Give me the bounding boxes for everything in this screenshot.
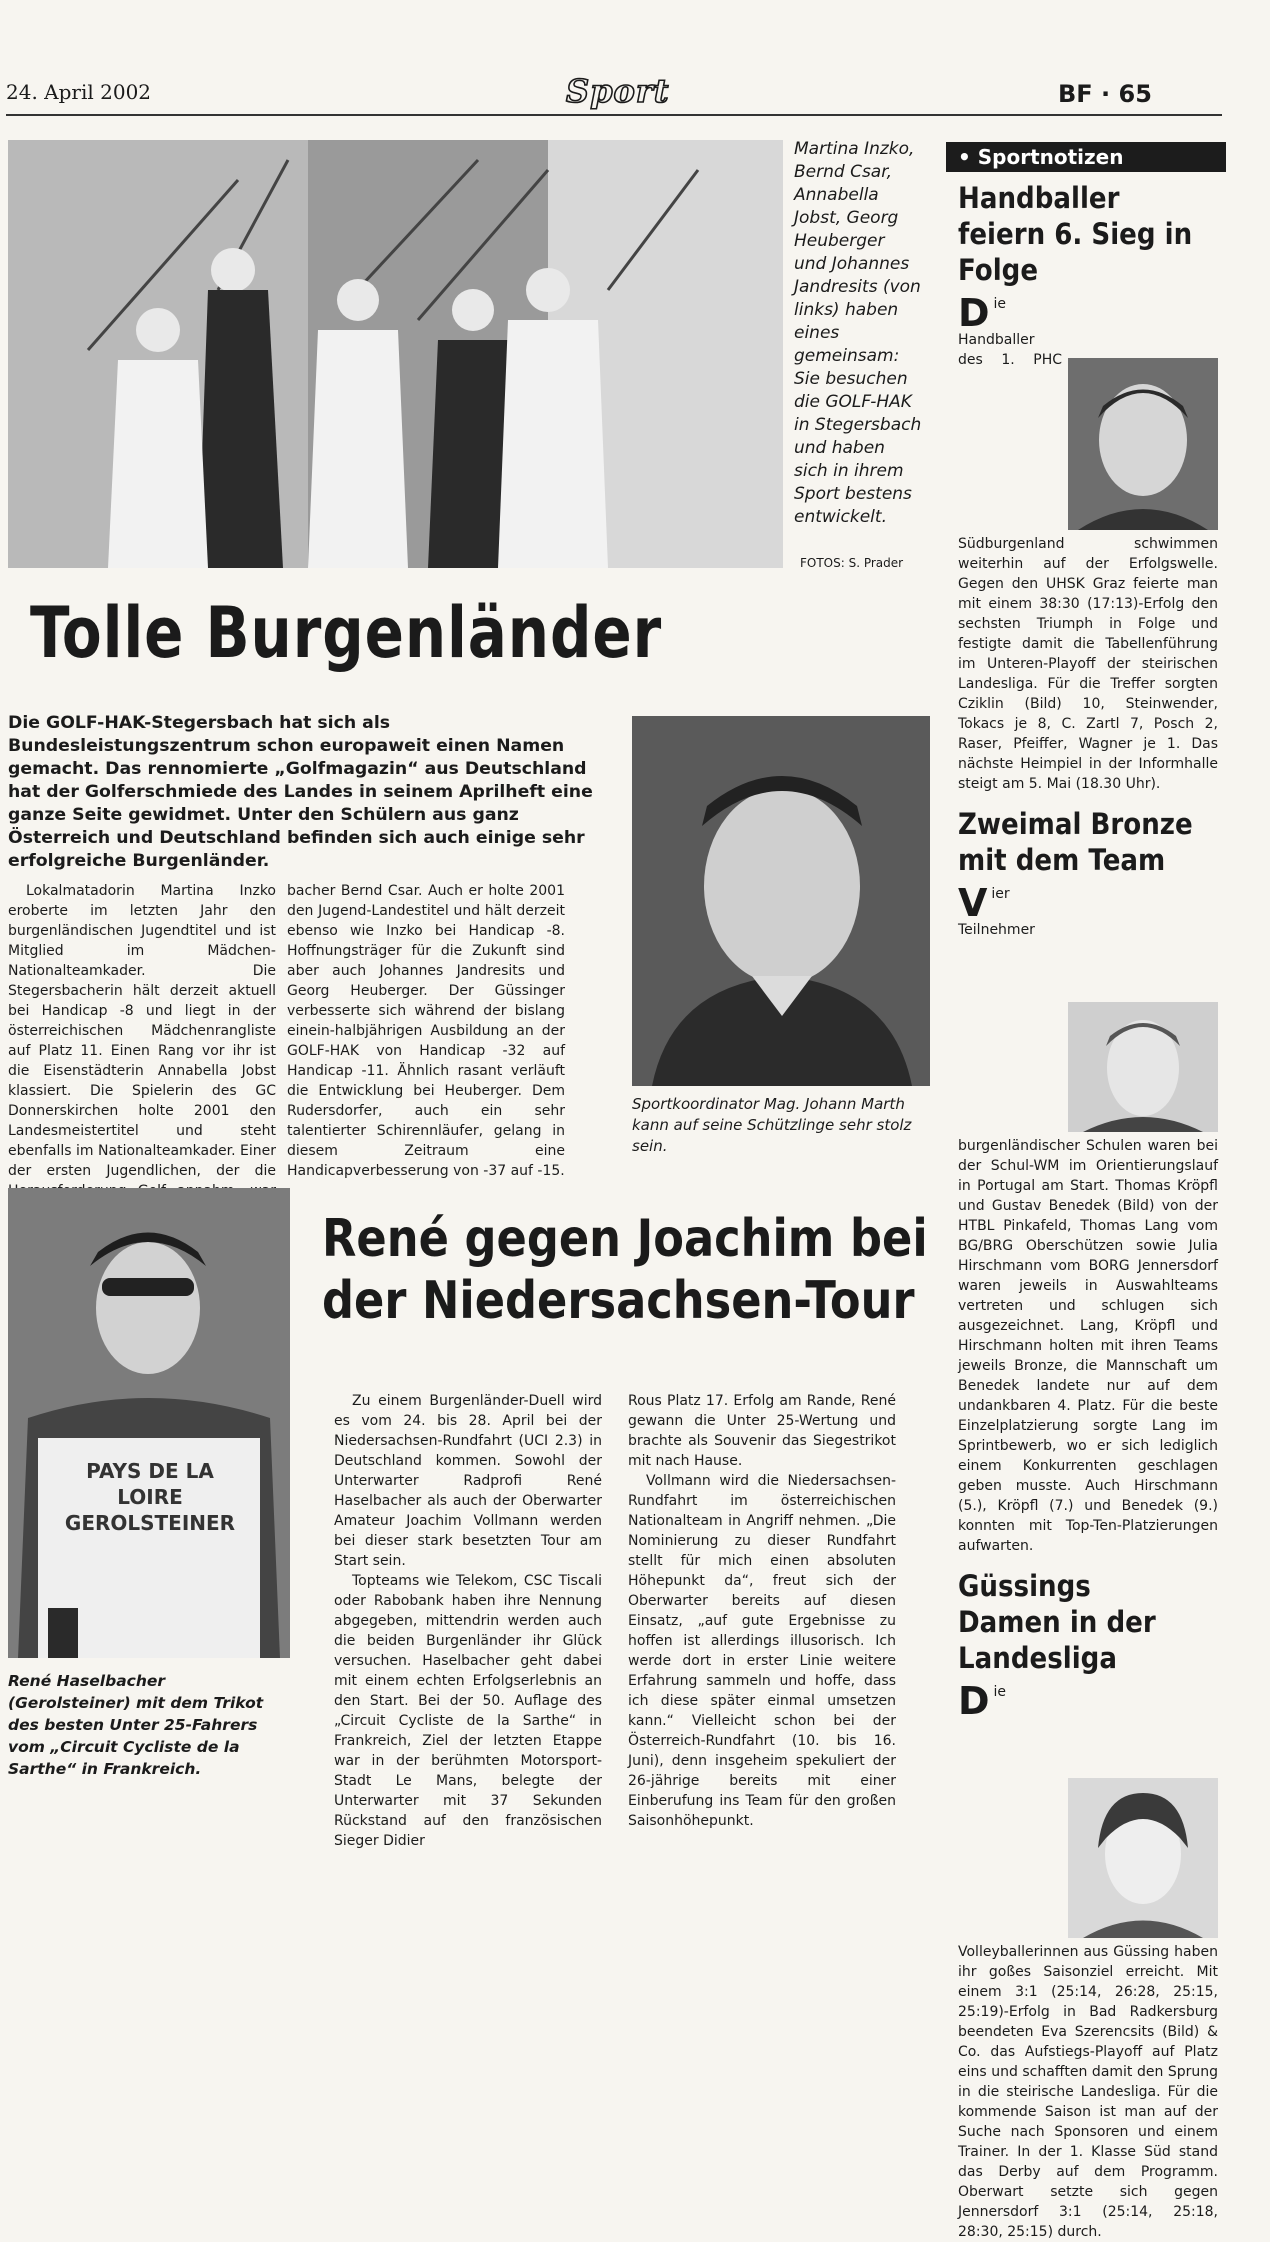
marth-portrait-photo: [632, 716, 930, 1086]
sport-notes-sidebar: [946, 142, 1226, 2242]
article-text: bacher Bernd Csar. Auch er holte 2001 den Jugend-Landestitel und hält derzeit ebenso wie Inzko bei Handicap -8. Hoffnungsträger für die Zukunft sind aber auch Johannes Jandresits und Georg Heuberger. Der Güssinger verbesserte sich während der bislang einein-halbjährigen Ausbildung an der GOLF-HAK von Handicap -32 auf Handicap -11. Ähnlich rasant verläuft die Entwicklung bei Heuberger. Dem Rudersdorfer, auch ein sehr talentierter Schirennläufer, gelang in diesem Zeitraum eine Handicapverbesserung von -37 auf -15.: [287, 883, 565, 1179]
note-bronze: [946, 881, 1226, 1556]
article-text: Topteams wie Telekom, CSC Tiscali oder Rabobank haben ihre Nennung abgegeben, mittendrin werden auch die beiden Burgenländer ihr Glück versuchen. Haselbacher geht dabei mit einem echten Erfolgserlebnis an den Start. Bei der 50. Auflage des „Circuit Cycliste de la Sarthe“ in Frankreich, Ziel der letzten Etappe war in der berühmten Motorsport-Stadt Le Mans, belegte der Unterwarter mit 37 Sekunden Rückstand auf den französischen Sieger Didier: [334, 1573, 602, 1849]
article-column-2: [287, 881, 565, 1181]
szerencsits-portrait: [1068, 1778, 1218, 1938]
cycling-headline: [322, 1208, 928, 1332]
issue-date: 24. April 2002: [6, 80, 152, 104]
note-text: ie Handballer des 1. PHC Südburgenland schwimmen weiterhin auf der Erfolgswelle. Gegen den UHSK Graz feierte man mit einem 38:30 (17:13)-Erfolg den sechsten Triumph in Folge und festigte damit die Tabellenführung im Unteren-Playoff der steirischen Landesliga. Für die Treffer sorgten Cziklin (Bild) 10, Steinwender, Tokacs je 8, C. Zartl 7, Posch 2, Raser, Pfeiffer, Wagner je 1. Das nächste Heimpiel in der Informhalle steigt am 5. Mai (18.30 Uhr).: [958, 296, 1218, 792]
note-volleyball: [946, 1679, 1226, 2242]
article-text: Lokalmatadorin Martina Inzko eroberte im letzten Jahr den burgenländischen Jugendtitel und ist Mitglied im Mädchen-Nationalteamkader. Die Stegersbacherin hält derzeit aktuell bei Handicap -8 und liegt in der österreichischen Mädchenrangliste auf Platz 11. Einen Rang vor ihr ist die Eisenstädterin Annabella Jobst klassiert. Die Spielerin des GC Donnerskirchen holte 2001 den Landesmeistertitel und steht ebenfalls im Nationalteamkader. Einer der ersten Jugendlichen, der die: [8, 883, 276, 1179]
sidebar-label: • Sportnotizen: [946, 142, 1226, 172]
note-headline-bronze: Zweimal Bronze mit dem Team: [958, 807, 1193, 877]
benedek-portrait: [1068, 1002, 1218, 1132]
marth-photo-caption: Sportkoordinator Mag. Johann Marth kann auf seine Schützlinge sehr stolz sein.: [632, 1095, 912, 1155]
golf-photo-caption: Martina Inzko, Bernd Csar, Annabella Jobst, Georg Heuberger und Johannes Jandresits (von links) haben eines gemeinsam: Sie besuchen die GOLF-HAK in Stegersbach und haben sich in ihrem Sport bestens entwickelt.: [794, 139, 922, 527]
cziklin-portrait: [1068, 358, 1218, 530]
article-column-1: [8, 881, 276, 1221]
jersey-lettering: PAYS DE LA LOIRE GEROLSTEINER: [64, 1459, 236, 1535]
section-title: Sport: [566, 72, 670, 110]
cycling-headline-line-2: der Niedersachsen-Tour: [322, 1271, 915, 1331]
note-text: ier Teilnehmer burgenländischer Schulen waren bei der Schul-WM im Orientierungslauf in Portugal am Start. Thomas Kröpfl und Gustav Benedek (Bild) von der HTBL Pinkafeld, Thomas Lang vom BG/BRG Oberschützen sowie Julia Hirschmann vom BORG Jennersdorf waren jeweils in Auswahlteams vertreten und schlugen sich ausgezeichnet. Lang, Kröpfl und Hirschmann holten mit ihren Teams jeweils Bronze, die Mannschaft um Benedek landete nur auf dem undankbaren 4. Platz. Für die beste Einzelplatzierung sorgte Lang im Sprintbewerb, wo er sich lediglich einem Konkurrenten geschlagen geben musste. Auch Hirschmann (5.), Kröpfl (7.) und Benedek (9.) konnten mit Top-Ten-Platzierungen aufwarten.: [958, 886, 1218, 1554]
page-number: BF · 65: [1058, 80, 1152, 108]
cycling-headline-line-1: René gegen Joachim bei: [322, 1209, 928, 1269]
photo-credit: FOTOS: S. Prader: [800, 556, 904, 570]
cyclist-photo-caption: René Haselbacher (Gerolsteiner) mit dem Trikot des besten Unter 25-Fahrers vom „Circuit Cycliste de la Sarthe“ in Frankreich.: [8, 1672, 264, 1778]
header-rule: [6, 114, 1222, 116]
note-text: ie Volleyballerinnen aus Güssing haben ihr goßes Saisonziel erreicht. Mit einem 3:1 (25:14, 26:28, 25:15, 25:19)-Erfolg in Bad Radkersburg beendeten Eva Szerencsits (Bild) & Co. das Aufstiegs-Playoff auf Platz eins und schafften damit den Sprung in die steirische Landesliga. Für die kommende Saison ist man auf der Suche nach Sponsoren und einem Trainer. In der 1. Klasse Süd stand das Derby auf dem Programm. Oberwart setzte sich gegen Jennersdorf 3:1 (25:14, 25:18, 28:30, 25:15) durch.: [958, 1684, 1218, 2240]
article-text: Rous Platz 17. Erfolg am Rande, René gewann die Unter 25-Wertung und brachte als Souvenir das Siegestrikot mit nach Hause.: [628, 1393, 896, 1469]
drop-cap: D: [958, 291, 990, 335]
cycling-column-2: [628, 1391, 896, 1831]
lead-paragraph: Die GOLF-HAK-Stegersbach hat sich als Bundesleistungszentrum schon europaweit einen Namen gemacht. Das rennomierte „Golfmagazin“ aus Deutschland hat der Golferschmiede des Landes in seinem Aprilheft eine ganze Seite gewidmet. Unter den Schülern aus ganz Österreich und Deutschland befinden sich auch einige sehr erfolgreiche Burgenländer.: [8, 713, 593, 871]
article-text: Zu einem Burgenländer-Duell wird es vom 24. bis 28. April bei der Niedersachsen-Rundfahrt (UCI 2.3) in Deutschland kommen. Sowohl der Unterwarter Radprofi René Haselbacher als auch der Oberwarter Amateur Joachim Vollmann werden bei dieser stark besetzten Tour am Start sein.: [334, 1393, 602, 1569]
golf-team-photo: [8, 140, 783, 568]
note-headline-volleyball: Güssings Damen in der Landesliga: [958, 1569, 1156, 1675]
drop-cap: D: [958, 1679, 990, 1723]
note-headline-handball: Handballer feiern 6. Sieg in Folge: [958, 181, 1193, 287]
main-headline: Tolle Burgenländer: [30, 592, 663, 674]
cyclist-photo: [8, 1188, 290, 1658]
cycling-column-1: [334, 1391, 602, 1851]
note-handball: [946, 291, 1226, 794]
drop-cap: V: [958, 881, 988, 925]
article-text: Vollmann wird die Niedersachsen-Rundfahrt im österreichischen Nationalteam in Angriff nehmen. „Die Nominierung zu dieser Rundfahrt stellt für mich einen absoluten Höhepunkt da“, freut sich der Oberwarter bereits auf diesen Einsatz, „auf gute Ergebnisse zu hoffen ist allerdings illusorisch. Ich werde dort in erster Linie weitere Erfahrung sammeln und hoffe, dass ich diese später einmal umsetzen kann.“ Vielleicht schon bei der Österreich-Rundfahrt (10. bis 16. Juni), denn insgeheim spekuliert der 26-jährige bereits mit einer Einberufung ins Team für den großen Saisonhöhepunkt.: [628, 1473, 896, 1829]
